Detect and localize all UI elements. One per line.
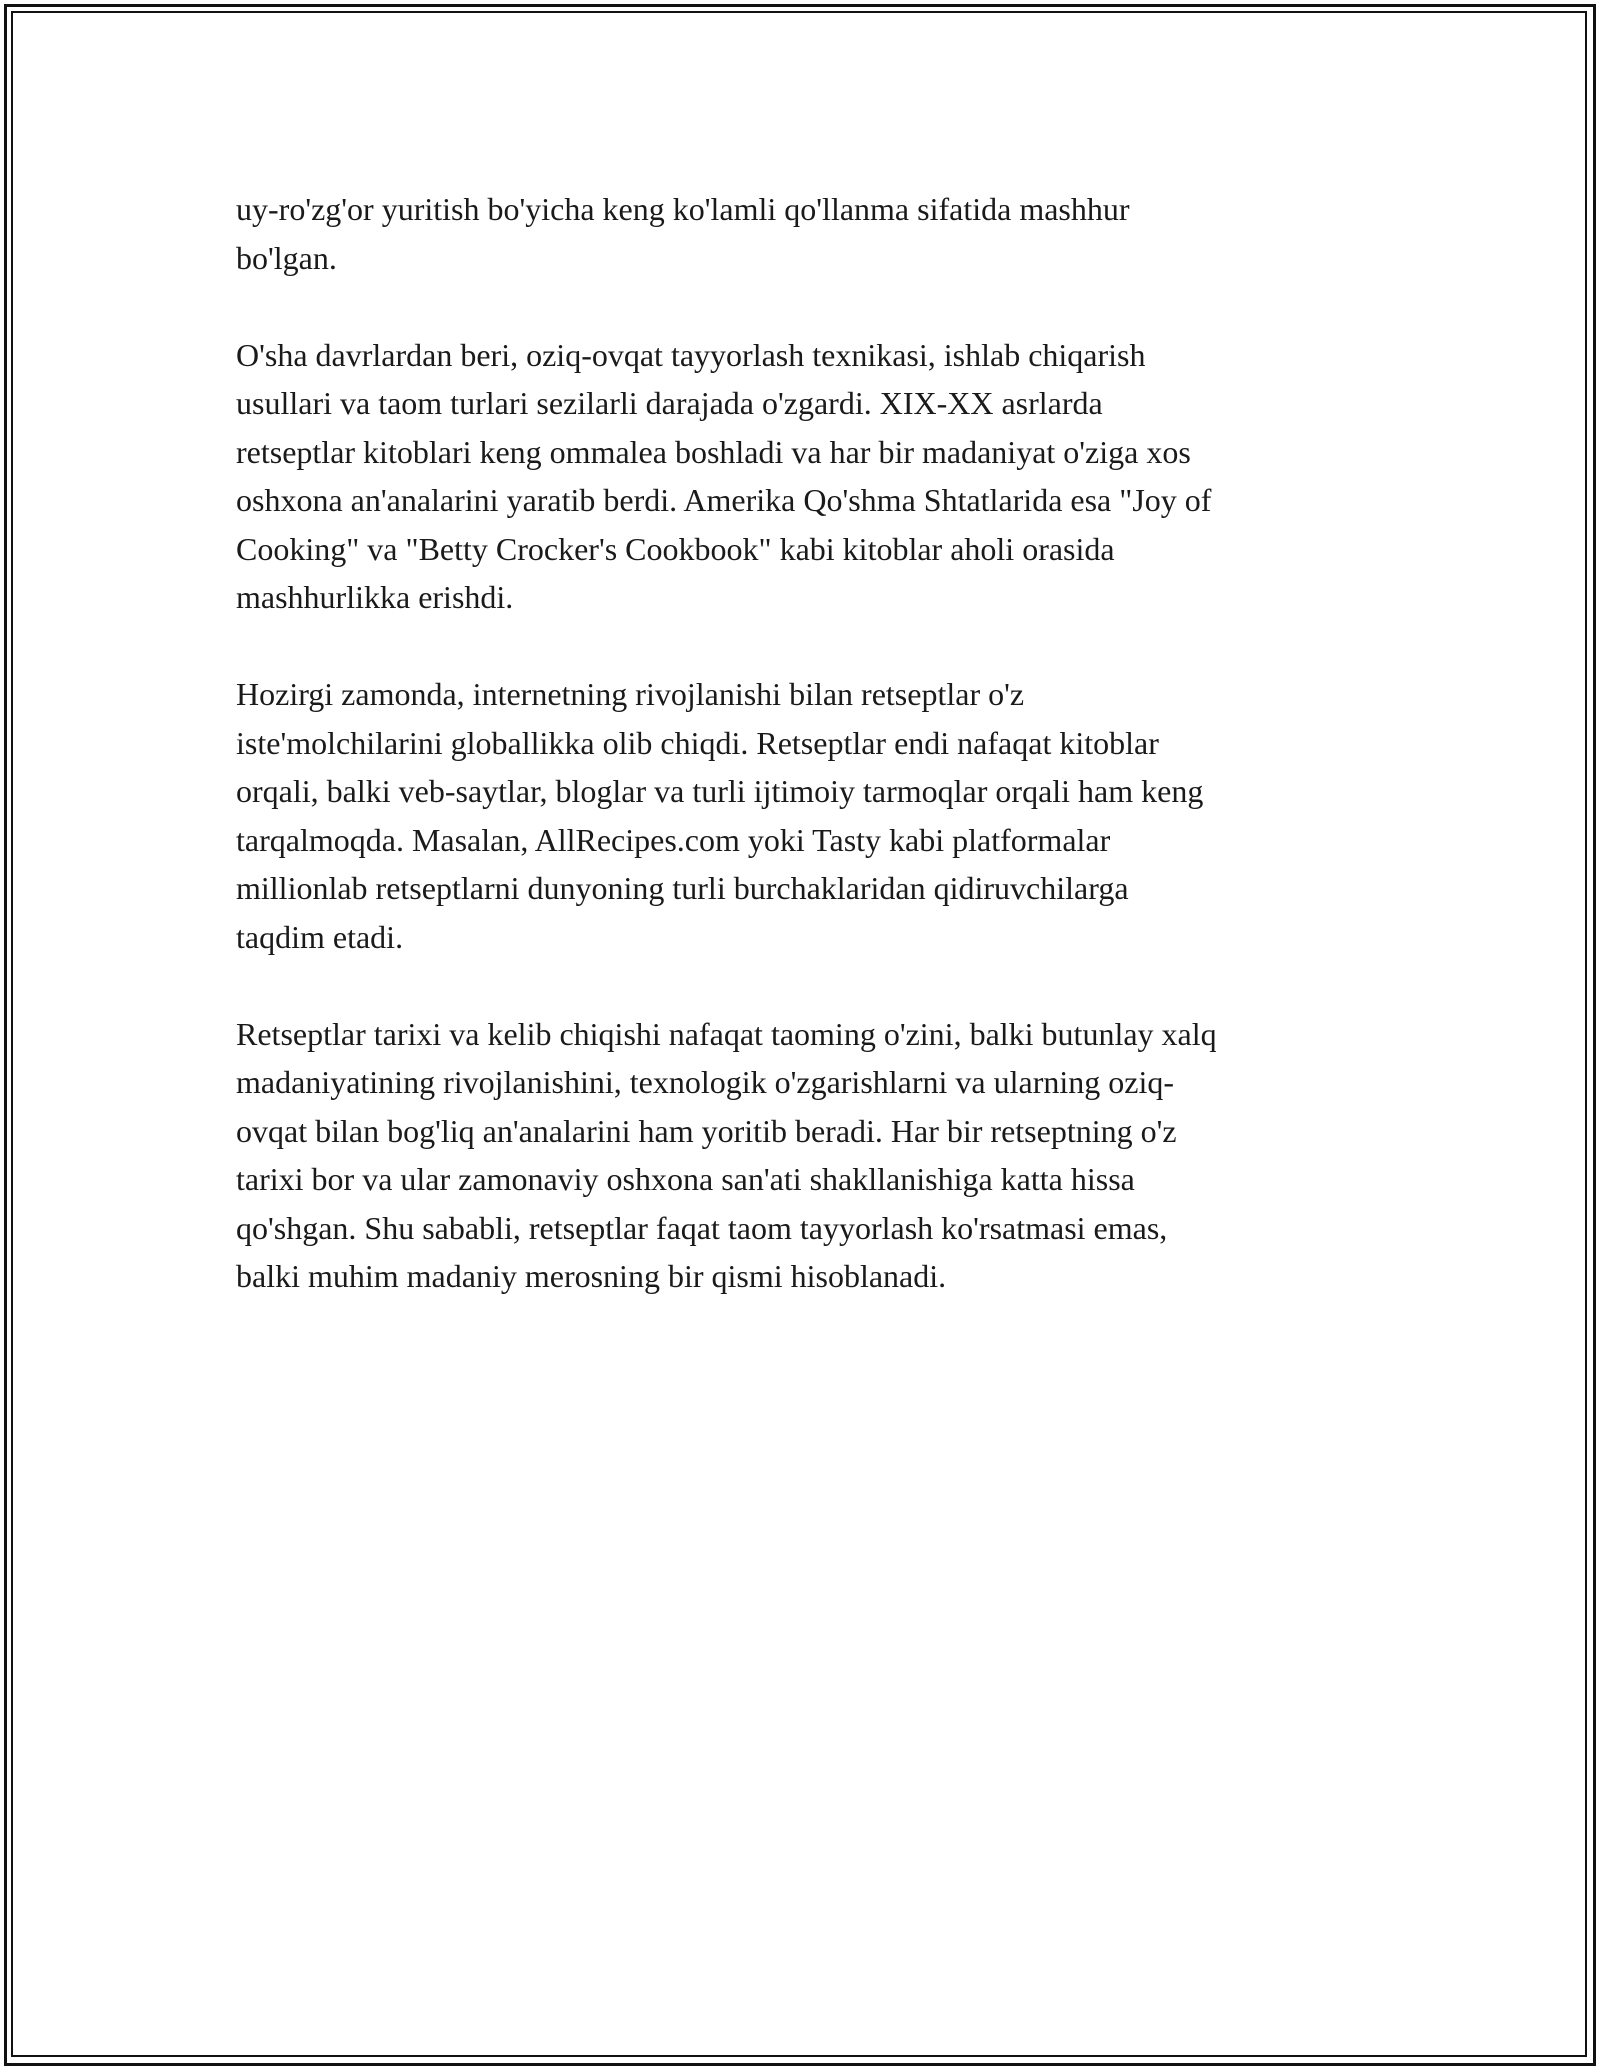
paragraph-line: madaniyatining rivojlanishini, texnologik o'zgarishlarni va ularning oziq- (236, 1064, 1174, 1100)
paragraph-line: balki muhim madaniy merosning bir qismi hisoblanadi. (236, 1258, 947, 1294)
paragraph-line: Hozirgi zamonda, internetning rivojlanishi bilan retseptlar o'z (236, 676, 1025, 712)
paragraph-4 (236, 1010, 1376, 1301)
paragraph-line: orqali, balki veb-saytlar, bloglar va turli ijtimoiy tarmoqlar orqali ham keng (236, 773, 1204, 809)
paragraph-2 (236, 331, 1376, 622)
paragraph-line: taqdim etadi. (236, 918, 404, 955)
paragraph-line: iste'molchilarini globallikka olib chiqdi. Retseptlar endi nafaqat kitoblar (236, 724, 1159, 761)
paragraph-1 (236, 185, 1376, 282)
paragraph-line: uy-ro'zg'or yuritish bo'yicha keng ko'lamli qo'llanma sifatida mashhur (236, 191, 1130, 227)
paragraph-line: bo'lgan. (236, 239, 337, 276)
paragraph-line: oshxona an'analarini yaratib berdi. Amerika Qo'shma Shtatlarida esa "Joy of (236, 482, 1212, 518)
document-body (236, 185, 1376, 1349)
paragraph-line: ovqat bilan bog'liq an'analarini ham yoritib beradi. Har bir retseptning o'z (236, 1112, 1177, 1149)
paragraph-line: retseptlar kitoblari keng ommalea boshladi va har bir madaniyat o'ziga xos (236, 433, 1191, 470)
paragraph-line: millionlab retseptlarni dunyoning turli burchaklaridan qidiruvchilarga (236, 870, 1129, 906)
paragraph-line: O'sha davrlardan beri, oziq-ovqat tayyorlash texnikasi, ishlab chiqarish (236, 336, 1146, 373)
paragraph-line: mashhurlikka erishdi. (236, 579, 514, 615)
paragraph-line: tarixi bor va ular zamonaviy oshxona san'ati shakllanishiga katta hissa (236, 1161, 1135, 1197)
paragraph-line: usullari va taom turlari sezilarli darajada o'zgardi. XIX-XX asrlarda (236, 385, 1103, 421)
paragraph-3 (236, 670, 1376, 961)
paragraph-line: Cooking" va "Betty Crocker's Cookbook" kabi kitoblar aholi orasida (236, 530, 1115, 567)
paragraph-line: tarqalmoqda. Masalan, AllRecipes.com yoki Tasty kabi platformalar (236, 821, 1111, 858)
paragraph-line: qo'shgan. Shu sababli, retseptlar faqat taom tayyorlash ko'rsatmasi emas, (236, 1209, 1168, 1246)
paragraph-line: Retseptlar tarixi va kelib chiqishi nafaqat taoming o'zini, balki butunlay xalq (236, 1015, 1217, 1052)
